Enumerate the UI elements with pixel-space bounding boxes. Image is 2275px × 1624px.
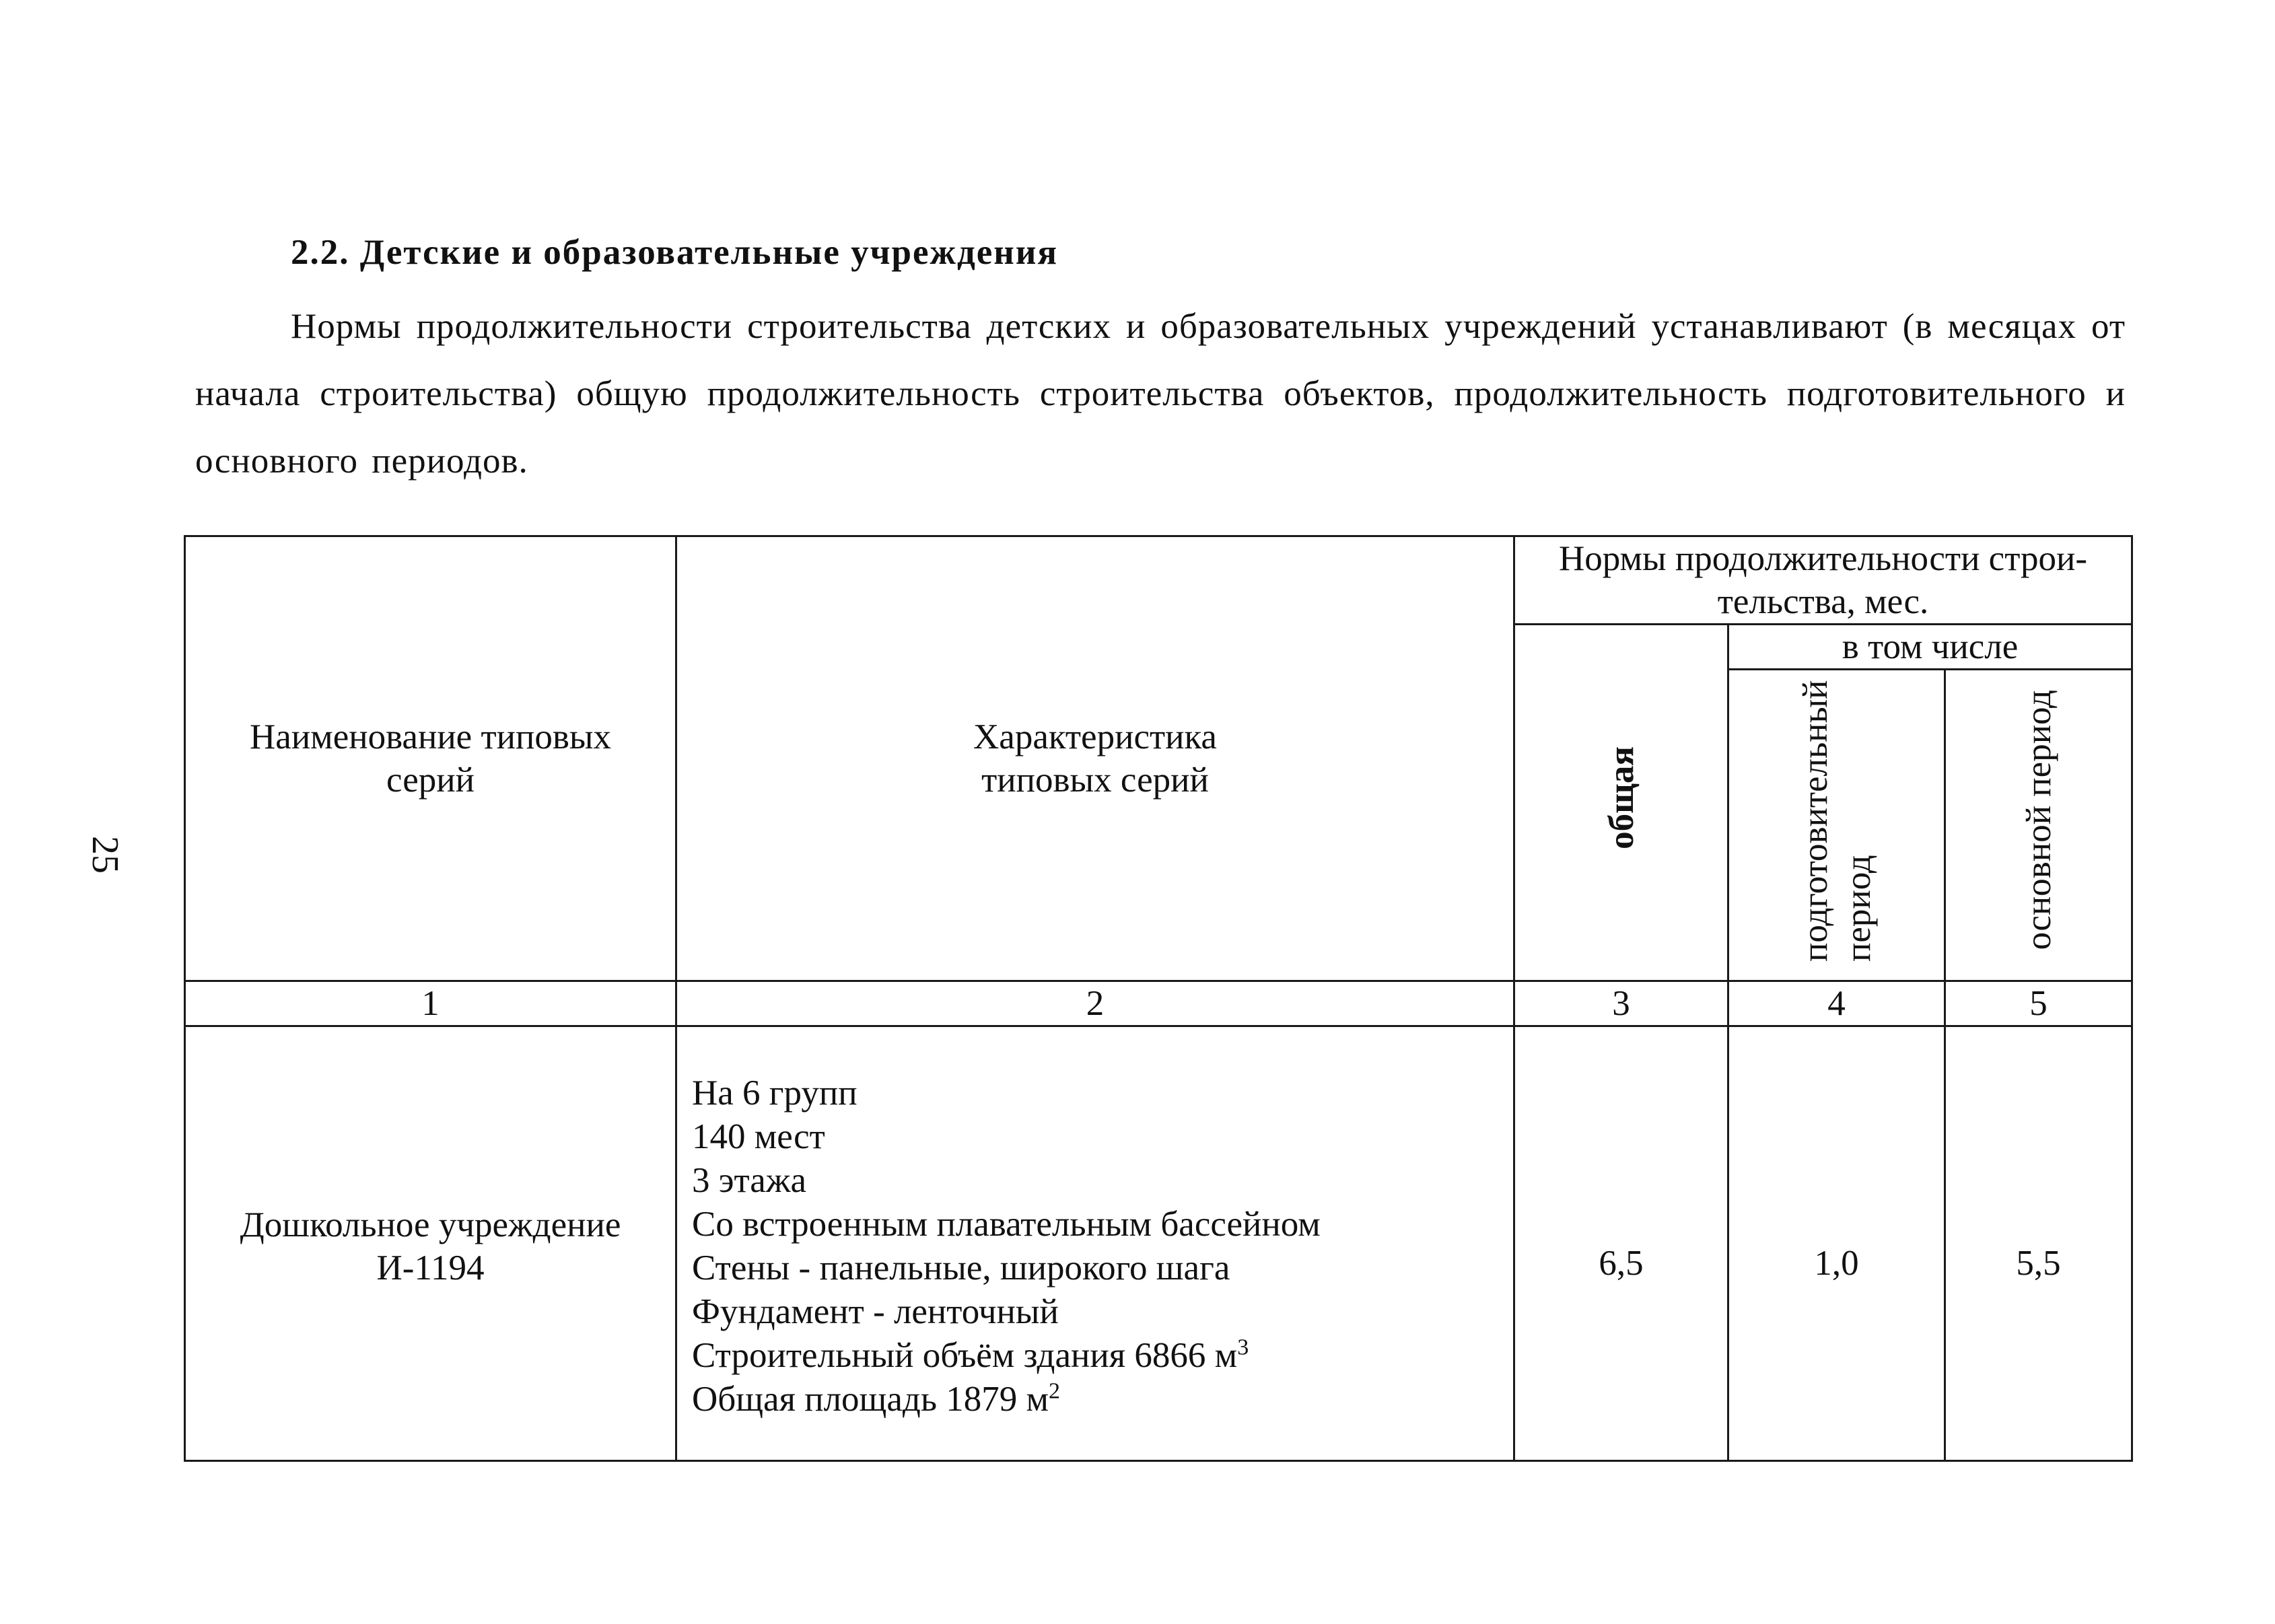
header-name <box>185 536 676 981</box>
table-row <box>185 1026 2132 1461</box>
column-number: 3 <box>1514 981 1728 1026</box>
main-period-duration-value: 5,5 <box>1945 1026 2132 1461</box>
characteristic-line-volume <box>692 1334 1513 1378</box>
header-including-text: в том числе <box>1842 627 2019 666</box>
column-number: 4 <box>1728 981 1945 1026</box>
column-number-row <box>185 981 2132 1026</box>
header-including <box>1728 625 2132 670</box>
header-preparatory <box>1728 670 1945 981</box>
header-total-text: общая <box>1601 746 1641 849</box>
preparatory-duration-value: 1,0 <box>1728 1026 1945 1461</box>
header-name-text: Наименование типовых серий <box>250 717 611 800</box>
series-name: Дошкольное учреждение И-1194 <box>240 1205 621 1287</box>
column-number: 5 <box>1945 981 2132 1026</box>
characteristic-line: Фундамент - ленточный <box>692 1292 1059 1331</box>
page-number: 25 <box>84 836 126 874</box>
header-main-period <box>1945 670 2132 981</box>
area-superscript: 2 <box>1049 1378 1061 1403</box>
series-name-cell <box>185 1026 676 1461</box>
characteristic-line: Стены - панельные, широкого шага <box>692 1248 1230 1287</box>
characteristic-line-area <box>692 1378 1513 1421</box>
intro-paragraph: Нормы продолжительности строительства детских и образовательных учреждений устанавливают (в месяцах от начала строительства) общую продолжительность строительства объектов, продолжительность подготовительного и основного периодов. <box>195 307 2126 481</box>
total-duration-value: 6,5 <box>1514 1026 1728 1461</box>
header-main-period-text: основной период <box>2019 690 2058 950</box>
volume-text: Строительный объём здания 6866 м <box>692 1335 1238 1375</box>
header-preparatory-text: подготовительный период <box>1795 679 1878 962</box>
header-characteristics-text: Характеристика типовых серий <box>973 717 1217 800</box>
section-heading: 2.2. Детские и образовательные учреждения <box>291 233 1059 272</box>
characteristic-line: Со встроенным плавательным бассейном <box>692 1204 1321 1244</box>
column-number: 1 <box>185 981 676 1026</box>
header-total <box>1514 625 1728 981</box>
column-number: 2 <box>676 981 1514 1026</box>
characteristic-line: 140 мест <box>692 1117 825 1156</box>
series-characteristics-cell <box>676 1026 1514 1461</box>
header-row <box>185 536 2132 625</box>
header-characteristics <box>676 536 1514 981</box>
duration-norms-table <box>184 535 2133 1462</box>
characteristic-line: 3 этажа <box>692 1160 806 1200</box>
volume-superscript: 3 <box>1237 1334 1249 1360</box>
header-norms-group <box>1514 536 2132 625</box>
area-text: Общая площадь 1879 м <box>692 1379 1049 1419</box>
header-norms-group-text: Нормы продолжительности строительства, мес. <box>1558 539 2088 621</box>
characteristic-line: На 6 групп <box>692 1073 858 1113</box>
